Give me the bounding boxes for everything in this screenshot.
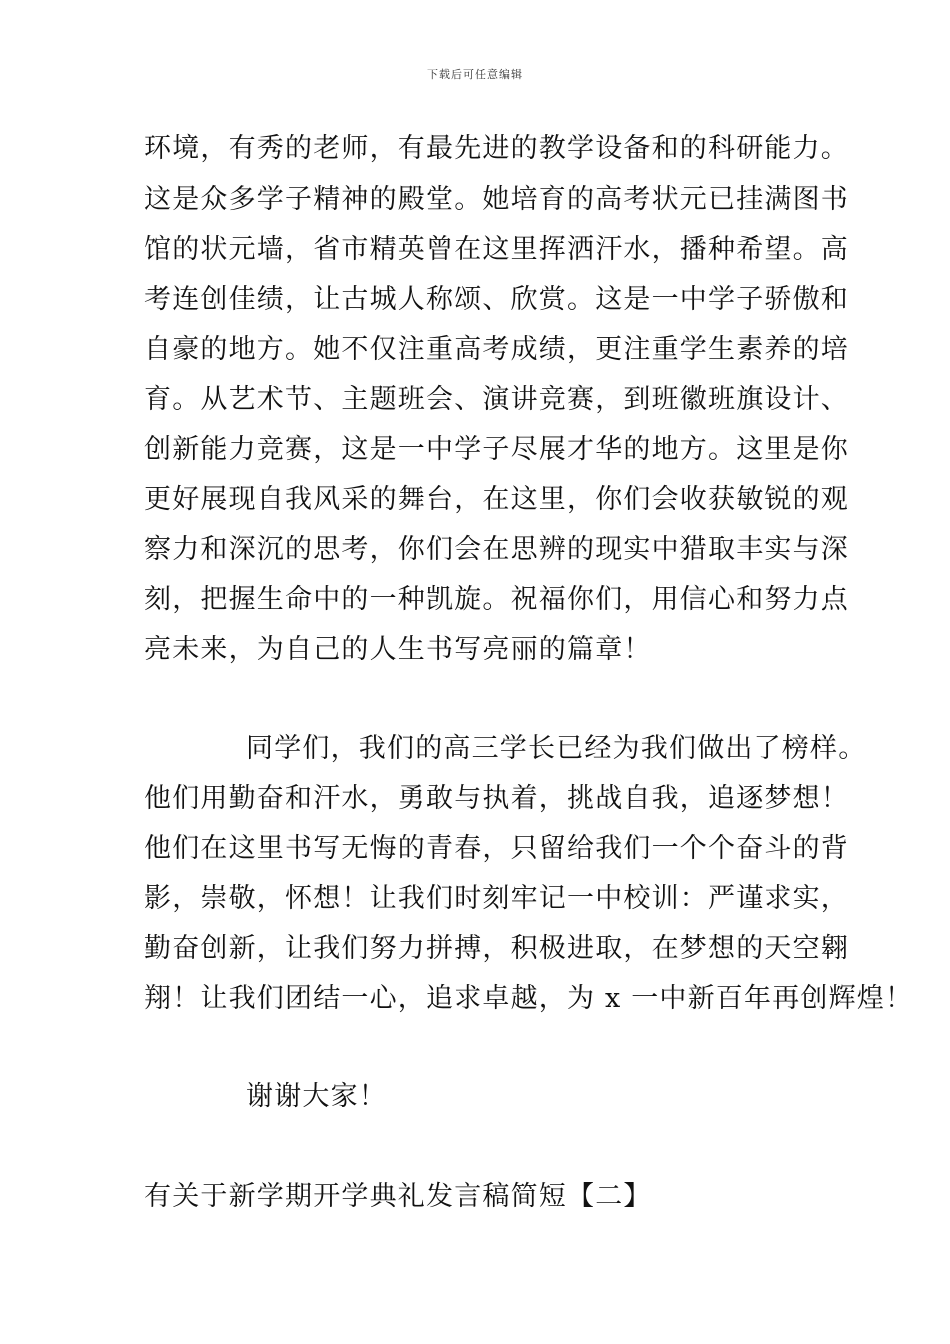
paragraph-line: 自豪的地方。她不仅注重高考成绩，更注重学生素养的培 — [144, 334, 849, 365]
paragraph-line: 这是众多学子精神的殿堂。她培育的高考状元已挂满图书 — [144, 184, 849, 215]
section-heading: 有关于新学期开学典礼发言稿简短【二】 — [144, 1181, 652, 1212]
paragraph-line: 翔！让我们团结一心，追求卓越，为 x 一中新百年再创辉煌！ — [144, 983, 914, 1014]
paragraph-line: 他们在这里书写无悔的青春，只留给我们一个个奋斗的背 — [144, 833, 849, 864]
paragraph-line: 育。从艺术节、主题班会、演讲竞赛，到班徽班旗设计、 — [144, 384, 849, 415]
paragraph-line: 同学们，我们的高三学长已经为我们做出了榜样。 — [246, 733, 867, 764]
paragraph-line: 考连创佳绩，让古城人称颂、欣赏。这是一中学子骄傲和 — [144, 284, 849, 315]
paragraph-line: 馆的状元墙，省市精英曾在这里挥洒汗水，播种希望。高 — [144, 234, 849, 265]
page-header: 下载后可任意编辑 — [427, 68, 523, 81]
paragraph-line: 察力和深沉的思考，你们会在思辨的现实中猎取丰实与深 — [144, 534, 849, 565]
paragraph-line: 勤奋创新，让我们努力拼搏，积极进取，在梦想的天空翱 — [144, 933, 849, 964]
paragraph-line: 亮未来，为自己的人生书写亮丽的篇章！ — [144, 634, 652, 665]
paragraph-line: 更好展现自我风采的舞台，在这里，你们会收获敏锐的观 — [144, 484, 849, 515]
paragraph-line: 创新能力竞赛，这是一中学子尽展才华的地方。这里是你 — [144, 434, 849, 465]
closing-thanks: 谢谢大家！ — [246, 1081, 387, 1112]
paragraph-line: 他们用勤奋和汗水，勇敢与执着，挑战自我，追逐梦想！ — [144, 783, 849, 814]
paragraph-line: 影，崇敬，怀想！让我们时刻牢记一中校训：严谨求实， — [144, 883, 849, 914]
paragraph-line: 刻，把握生命中的一种凯旋。祝福你们，用信心和努力点 — [144, 584, 849, 615]
paragraph-line: 环境，有秀的老师，有最先进的教学设备和的科研能力。 — [144, 133, 849, 164]
